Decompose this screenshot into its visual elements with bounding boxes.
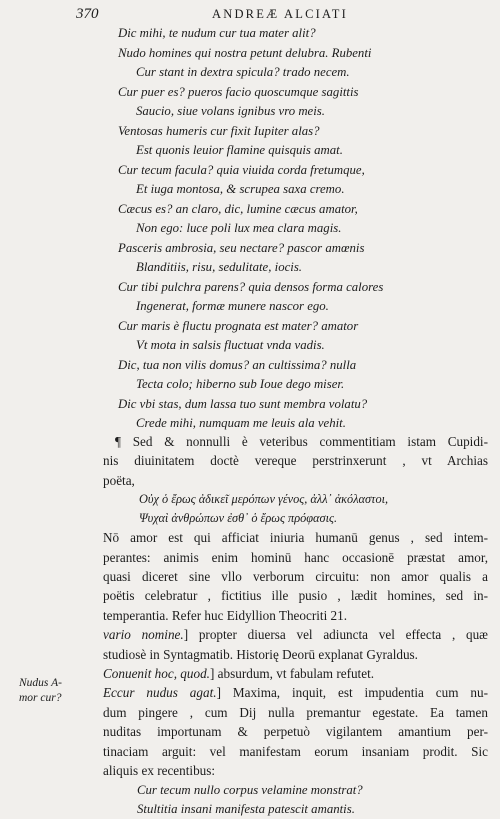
margin-note [19, 676, 89, 706]
commentary-line: poëtis celebratur , fictitius ille pusio , lædit homines, sed in- [103, 588, 488, 604]
note-line [103, 625, 488, 644]
note-text: ] propter diuersa vel adiuncta vel effecta , quæ [183, 627, 488, 643]
greek-verse: Ψυχαὶ ἀνθρώπων ἐσθ᾽ ὁ ἔρως πρόφασις. [139, 511, 338, 526]
verse-line: Crede mihi, numquam me leuis ala vehit. [136, 416, 346, 430]
verse-line: Non ego: luce poli lux mea clara magis. [136, 221, 342, 235]
verse-line: Dic vbi stas, dum lassa tuo sunt membra volatu? [118, 396, 368, 411]
running-title: ANDREÆ ALCIATI [212, 7, 349, 21]
verse-line: Dic mihi, te nudum cur tua mater alit? [118, 26, 316, 40]
commentary-line: perantes: animis enim hominū hanc occasionē præstat amor, [103, 549, 488, 565]
verse-line: Pasceris ambrosia, seu nectare? pascor amœnis [118, 240, 365, 255]
commentary-line: Nō amor est qui afficiat iniuria humanū genus , sed intem- [103, 530, 488, 546]
verse-line: Nudo homines qui nostra petunt delubra. Rubenti [118, 45, 372, 60]
note-text: ] Maxima, inquit, est impudentia cum nu- [216, 685, 488, 701]
verse-line: Est quonis leuior flamine quisquis amat. [136, 143, 343, 157]
note-lemma: Conuenit hoc, quod. [103, 666, 210, 682]
verse-line: Ventosas humeris cur fixit Iupiter alas? [118, 123, 320, 138]
note-text: ] absurdum, vt fabulam refutet. [209, 666, 375, 682]
poem [118, 24, 478, 434]
commentary-line: tinaciam arguit: vel manifestam eorum insaniam prodit. Sic [103, 743, 488, 759]
verse-line: Et iuga montosa, & scrupea saxa cremo. [136, 182, 345, 196]
verse-line: Blanditiis, risu, sedulitate, iocis. [136, 260, 303, 274]
commentary-line: quasi diceret sine vllo verborum circuitu: non amor qualis a [103, 569, 488, 585]
verse-line: Ingenerat, formæ munere nascor ego. [136, 299, 329, 313]
commentary-line: ¶ Sed & nonnulli è veteribus commentitiam istam Cupidi- [115, 434, 488, 449]
commentary-line: aliquis ex recentibus: [103, 763, 216, 779]
note-line [103, 683, 488, 702]
commentary-line: nuditas importunam & perpetuò vigilantem amantium per- [103, 724, 488, 740]
page-header [76, 6, 476, 24]
verse-line: Tecta colo; hiberno sub Ioue dego miser. [136, 377, 345, 391]
verse-line: Cur maris è fluctu prognata est mater? amator [118, 318, 359, 333]
note-lemma: Eccur nudus agat. [103, 685, 217, 701]
commentary-line: poëta, [103, 472, 135, 488]
verse-line: Cur tecum facula? quia viuida corda fretumque, [118, 162, 365, 177]
verse-line: Saucio, siue volans ignibus vro meis. [136, 104, 325, 118]
verse-line: Dic, tua non vilis domus? an cultissima? nulla [118, 357, 357, 372]
commentary-line: nis diuinitatem doctè vereque perstrinxerunt , vt Archias [103, 453, 488, 469]
note-line [103, 664, 488, 683]
commentary-line: dum pingere , cum Dij nulla premantur egestate. Ea tamen [103, 704, 488, 720]
margin-note-line: Nudus A- [19, 677, 62, 689]
citation-verse: Cur tecum nullo corpus velamine monstrat? [137, 782, 363, 797]
verse-line: Cur stant in dextra spicula? trado necem. [136, 65, 350, 79]
page-number: 370 [76, 6, 99, 22]
note-line: studiosè in Syntagmatib. Historię Deorū explanat Gyraldus. [103, 646, 418, 662]
note-lemma: vario nomine. [103, 627, 184, 643]
verse-line: Cæcus es? an claro, dic, lumine cæcus amator, [118, 201, 358, 216]
commentary [103, 432, 488, 819]
verse-line: Cur puer es? pueros facio quoscumque sagittis [118, 84, 359, 99]
commentary-line: temperantia. Refer huc Eidyllion Theocriti 21. [103, 607, 348, 623]
margin-note-line: mor cur? [19, 692, 62, 704]
greek-verse: Οὐχ ὁ ἔρως ἀδικεῖ μερόπων γένος, ἀλλ᾽ ἀκόλαστοι, [139, 492, 389, 507]
verse-line: Cur tibi pulchra parens? quia densos forma calores [118, 279, 384, 294]
citation-verse: Stultitia insani manifesta patescit amantis. [137, 801, 355, 816]
verse-line: Vt mota in salsis fluctuat vnda vadis. [136, 338, 325, 352]
